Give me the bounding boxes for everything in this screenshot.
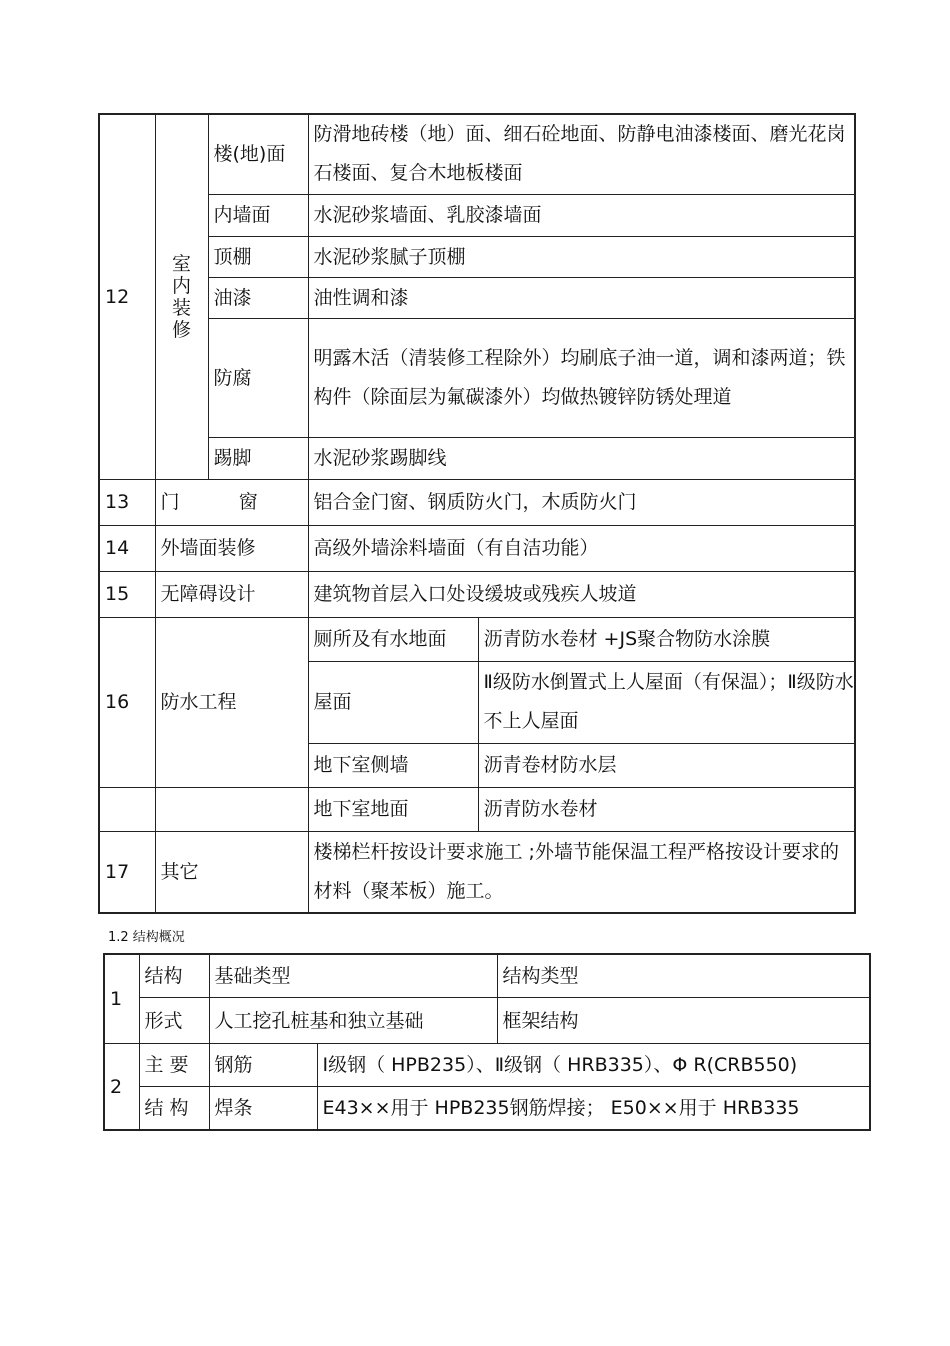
row-12-item-name: 楼(地)面 xyxy=(208,114,308,194)
foundation-type-value: 人工挖孔桩基和独立基础 xyxy=(209,998,497,1044)
row-16-category: 防水工程 xyxy=(155,617,308,787)
row-12-item-name: 踢脚 xyxy=(208,437,308,479)
row-13-desc: 铝合金门窗、钢质防火门，木质防火门 xyxy=(308,479,855,525)
row-12-item-desc: 油性调和漆 xyxy=(308,277,855,318)
row-16-item-desc: 沥青防水卷材 +JS聚合物防水涂膜 xyxy=(478,617,855,661)
structure-type-value: 框架结构 xyxy=(497,998,870,1044)
row-12-number: 12 xyxy=(99,114,155,479)
row-15-category: 无障碍设计 xyxy=(155,571,308,617)
row-16-item-desc: Ⅱ级防水倒置式上人屋面（有保温）；Ⅱ级防水不上人屋面 xyxy=(478,661,855,743)
row-12-item-name: 防腐 xyxy=(208,318,308,437)
row-16-item-desc: 沥青防水卷材 xyxy=(478,787,855,831)
structure-type-header: 结构类型 xyxy=(497,954,870,998)
row-17-category: 其它 xyxy=(155,831,308,913)
row-12-item-desc: 防滑地砖楼（地）面、细石砼地面、防静电油漆楼面、磨光花岗石楼面、复合木地板楼面 xyxy=(308,114,855,194)
row-15-number: 15 xyxy=(99,571,155,617)
rebar-value: Ⅰ级钢（ HPB235）、Ⅱ级钢（ HRB335）、Φ R(CRB550) xyxy=(317,1044,870,1087)
empty-cell xyxy=(155,787,308,831)
row-12-item-name: 油漆 xyxy=(208,277,308,318)
row-16-item-name: 地下室地面 xyxy=(308,787,478,831)
row-17-desc: 楼梯栏杆按设计要求施工 ;外墙节能保温工程严格按设计要求的材料（聚苯板）施工。 xyxy=(308,831,855,913)
structure-overview-table xyxy=(103,953,871,1131)
row-12-category: 室内装修 xyxy=(155,114,208,479)
row-16-item-name: 屋面 xyxy=(308,661,478,743)
row-17-number: 17 xyxy=(99,831,155,913)
struct-row-2-number: 2 xyxy=(104,1044,139,1131)
struct-row-1-number: 1 xyxy=(104,954,139,1044)
row-12-item-desc: 水泥砂浆墙面、乳胶漆墙面 xyxy=(308,194,855,236)
row-16-item-name: 厕所及有水地面 xyxy=(308,617,478,661)
row-12-item-desc: 明露木活（清装修工程除外）均刷底子油一道，调和漆两道；铁构件（除面层为氟碳漆外）均做热镀锌防锈处理道 xyxy=(308,318,855,437)
row-13-category: 门 窗 xyxy=(155,479,308,525)
rebar-label: 钢筋 xyxy=(209,1044,317,1087)
section-title: 1.2 结构概况 xyxy=(108,930,185,945)
row-16-number: 16 xyxy=(99,617,155,787)
row-16-item-desc: 沥青卷材防水层 xyxy=(478,743,855,787)
struct-row-1-label: 结构 xyxy=(139,954,209,998)
row-14-desc: 高级外墙涂料墙面（有自洁功能） xyxy=(308,525,855,571)
electrode-value: E43××用于 HPB235钢筋焊接； E50××用于 HRB335 xyxy=(317,1087,870,1131)
row-12-item-name: 顶棚 xyxy=(208,236,308,277)
row-16-item-name: 地下室侧墙 xyxy=(308,743,478,787)
row-13-number: 13 xyxy=(99,479,155,525)
row-15-desc: 建筑物首层入口处设缓坡或残疾人坡道 xyxy=(308,571,855,617)
row-14-category: 外墙面装修 xyxy=(155,525,308,571)
struct-row-2-label: 主 要 xyxy=(139,1044,209,1087)
row-12-item-desc: 水泥砂浆踢脚线 xyxy=(308,437,855,479)
foundation-type-header: 基础类型 xyxy=(209,954,497,998)
construction-finishes-table xyxy=(98,113,856,914)
row-12-item-desc: 水泥砂浆腻子顶棚 xyxy=(308,236,855,277)
electrode-label: 焊条 xyxy=(209,1087,317,1131)
row-14-number: 14 xyxy=(99,525,155,571)
struct-row-2-label: 结 构 xyxy=(139,1087,209,1131)
empty-cell xyxy=(99,787,155,831)
row-12-item-name: 内墙面 xyxy=(208,194,308,236)
struct-row-1-label: 形式 xyxy=(139,998,209,1044)
